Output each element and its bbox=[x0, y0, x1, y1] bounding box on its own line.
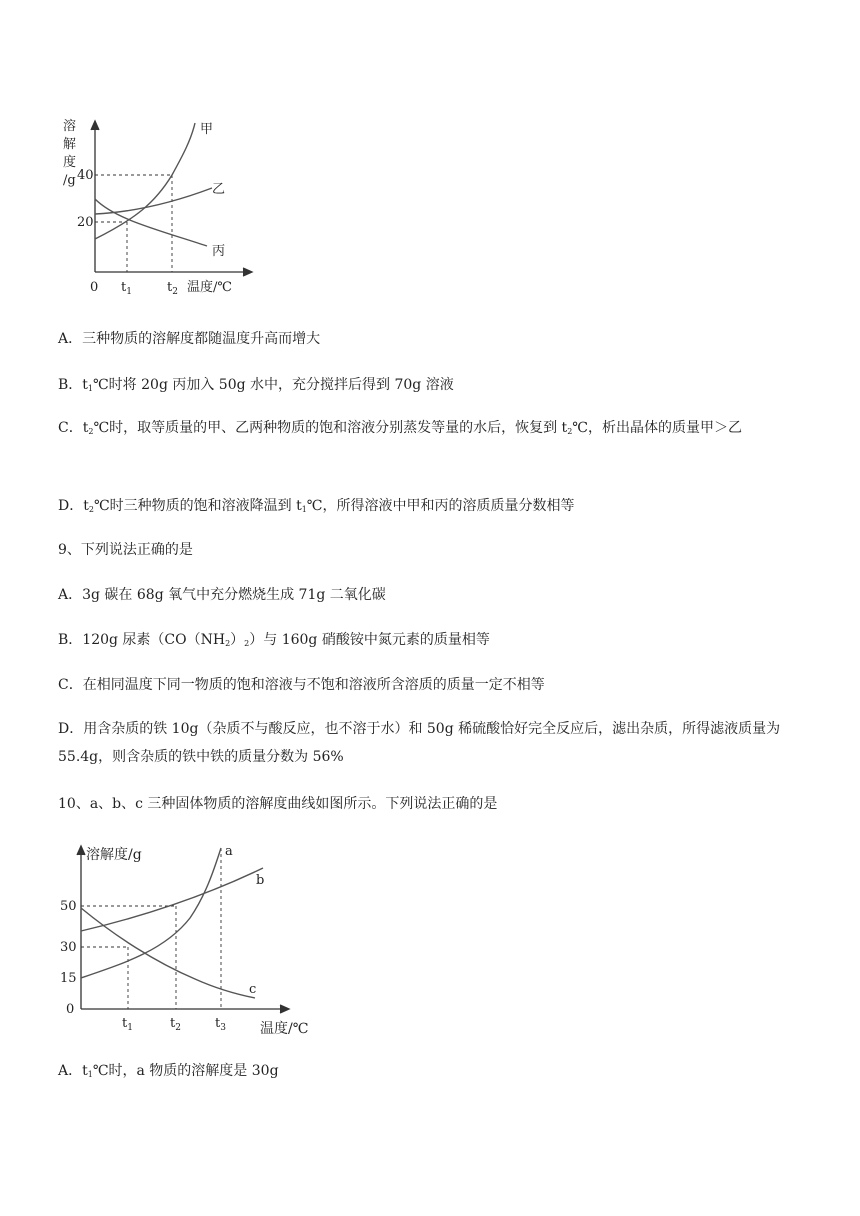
origin-label: 0 bbox=[90, 280, 99, 295]
subscript: 2 bbox=[225, 639, 231, 648]
y-label-1: 溶 bbox=[63, 119, 77, 134]
q8-option-c bbox=[58, 414, 808, 446]
option-text: B．120g 尿素（CO（NH bbox=[58, 632, 226, 648]
y-axis-label: 溶解度/g bbox=[86, 847, 142, 863]
q9-option-d bbox=[58, 715, 808, 771]
option-text: ℃，析出晶体的质量甲＞乙 bbox=[572, 420, 742, 436]
x-tick-t2: $t_2$ bbox=[167, 280, 178, 297]
y-tick-50: 50 bbox=[60, 899, 77, 914]
option-text: A．三种物质的溶解度都随温度升高而增大 bbox=[58, 331, 321, 347]
subscript: 2 bbox=[88, 427, 94, 436]
option-text: ℃时，a 物质的溶解度是 30g bbox=[92, 1063, 279, 1079]
y-tick-30: 30 bbox=[60, 940, 77, 955]
q9-option-c bbox=[58, 675, 545, 695]
option-text: ℃时将 20g 丙加入 50g 水中，充分搅拌后得到 70g 溶液 bbox=[93, 377, 454, 393]
y-tick-20: 20 bbox=[77, 215, 94, 230]
y-label-3: 度 bbox=[63, 155, 77, 170]
x-axis-arrow bbox=[243, 268, 252, 276]
q8-option-b bbox=[58, 375, 454, 399]
y-tick-40: 40 bbox=[77, 168, 94, 183]
option-text: ℃时三种物质的饱和溶液降温到 t bbox=[93, 498, 302, 514]
y-label-4: /g bbox=[63, 173, 76, 188]
option-text: ） bbox=[230, 632, 245, 648]
y-label-2: 解 bbox=[63, 137, 77, 152]
option-text: A．3g 碳在 68g 氧气中充分燃烧生成 71g 二氧化碳 bbox=[58, 587, 386, 603]
option-text: C．在相同温度下同一物质的饱和溶液与不饱和溶液所含溶质的质量一定不相等 bbox=[58, 677, 545, 693]
x-axis-label: 温度/℃ bbox=[260, 1021, 309, 1037]
x-tick-t1: $t_1$ bbox=[121, 280, 132, 297]
q9-option-b bbox=[58, 630, 490, 654]
y-axis-arrow bbox=[77, 846, 85, 855]
curve-label-jia: 甲 bbox=[200, 122, 214, 137]
option-text: A．t bbox=[58, 1063, 88, 1079]
solubility-figure-2 bbox=[55, 838, 330, 1038]
curve-b bbox=[81, 868, 263, 931]
q10-stem: 10、a、b、c 三种固体物质的溶解度曲线如图所示。下列说法正确的是 bbox=[58, 796, 498, 812]
option-text: ℃，所得溶液中甲和丙的溶质质量分数相等 bbox=[306, 498, 575, 514]
solubility-figure-1 bbox=[55, 115, 255, 300]
subscript: 2 bbox=[244, 639, 250, 648]
x-axis-arrow bbox=[280, 1005, 289, 1013]
y-axis-arrow bbox=[91, 121, 99, 130]
curve-label-b: b bbox=[256, 873, 265, 888]
x-axis-label: 温度/℃ bbox=[187, 280, 232, 295]
x-tick-t2: $t_2$ bbox=[170, 1016, 181, 1033]
subscript: 2 bbox=[567, 427, 573, 436]
curve-label-yi: 乙 bbox=[212, 182, 226, 197]
curve-label-a: a bbox=[225, 844, 233, 859]
origin-label: 0 bbox=[66, 1002, 75, 1017]
subscript: 1 bbox=[87, 384, 94, 393]
option-text: B．t bbox=[58, 377, 88, 393]
q10-option-a bbox=[58, 1061, 279, 1085]
q9-stem: 9、下列说法正确的是 bbox=[58, 542, 193, 558]
option-text: ）与 160g 硝酸铵中氮元素的质量相等 bbox=[249, 632, 490, 648]
x-tick-t1: $t_1$ bbox=[122, 1016, 133, 1033]
q8-option-a bbox=[58, 329, 320, 349]
option-text: D．t bbox=[58, 498, 89, 514]
subscript: 2 bbox=[88, 505, 94, 514]
curve-label-bing: 丙 bbox=[212, 244, 226, 259]
curve-c bbox=[81, 908, 255, 998]
q8-option-d bbox=[58, 496, 574, 520]
curve-label-c: c bbox=[249, 982, 257, 997]
x-tick-t3: $t_3$ bbox=[215, 1016, 226, 1033]
option-text: C．t bbox=[58, 420, 89, 436]
curve-yi bbox=[95, 188, 212, 214]
option-text: D．用含杂质的铁 10g（杂质不与酸反应，也不溶于水）和 50g 稀硫酸恰好完全反应后，滤出杂质，所得滤液质量为 55.4g，则含杂质的铁中铁的质量分数为 56% bbox=[58, 721, 781, 765]
q9-option-a bbox=[58, 585, 386, 605]
subscript: 1 bbox=[87, 1070, 93, 1079]
option-text: ℃时，取等质量的甲、乙两种物质的饱和溶液分别蒸发等量的水后，恢复到 t bbox=[93, 420, 568, 436]
curve-a bbox=[81, 848, 221, 978]
subscript: 1 bbox=[301, 505, 307, 514]
y-tick-15: 15 bbox=[60, 971, 77, 986]
